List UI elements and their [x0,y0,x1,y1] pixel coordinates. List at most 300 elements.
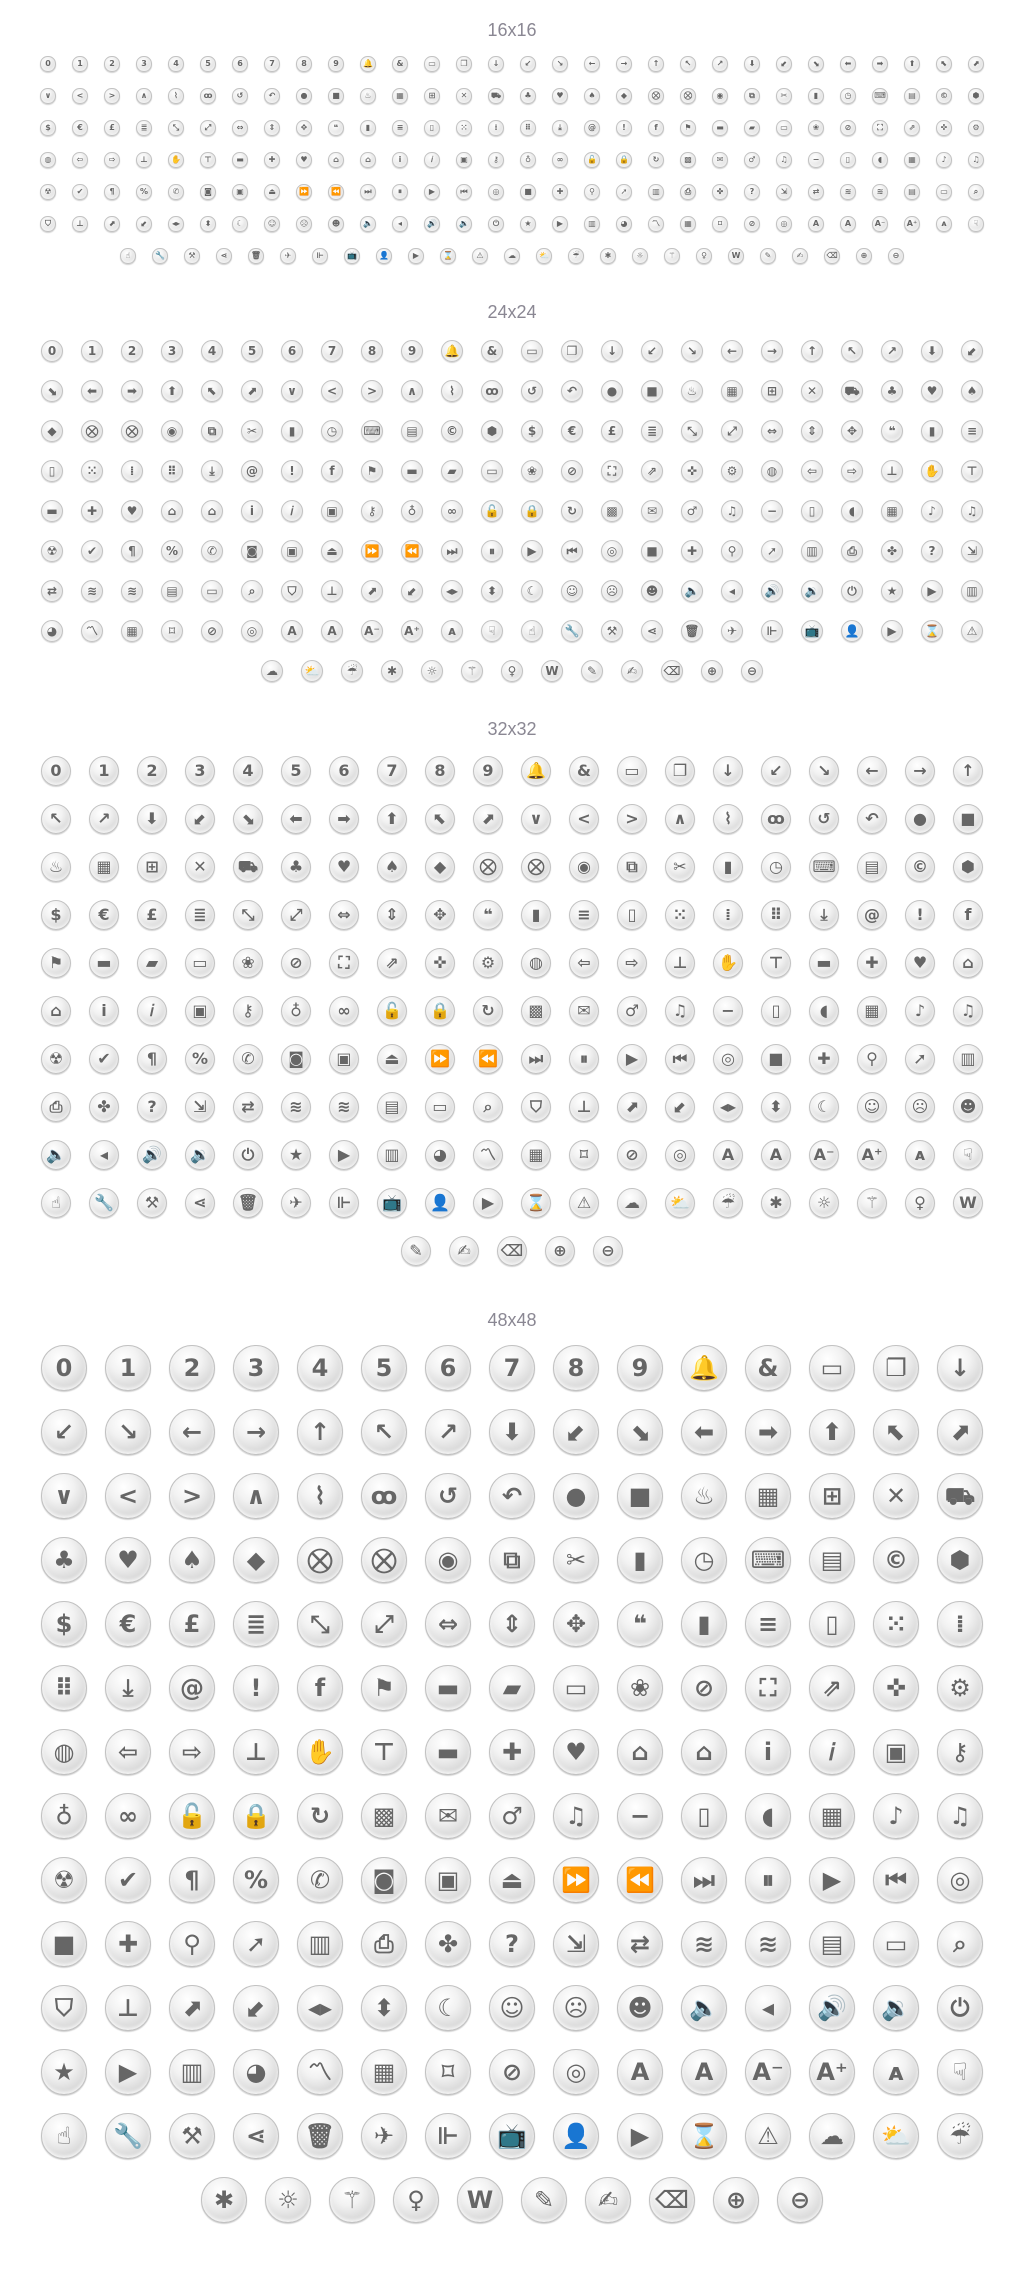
copy-icon: ⧉ [744,88,759,103]
mouse-icon: ◖ [745,1793,791,1839]
icon-cell [576,80,608,112]
icon-cell [912,571,952,611]
arrow-down-left-bold-icon: ⬋ [776,56,791,71]
icon-cell [176,747,224,795]
frown-icon: ☹ [296,216,311,231]
arrow-down-left-icon: ↙ [761,756,791,786]
icon-cell [800,1912,864,1976]
icon-cell [928,80,960,112]
icon-cell [944,891,992,939]
icon-cell [552,491,592,531]
folder-open-icon: ▰ [744,120,759,135]
zoom-out-icon: ⊖ [888,248,903,263]
icon-cell [128,208,160,240]
icon-cell [768,176,800,208]
play-icon: ▶ [424,184,439,199]
icon-cell [288,1464,352,1528]
pin-icon: ⚲ [169,1921,215,1967]
expand-diagonal-icon: ⬈ [361,580,384,603]
icon-cell [928,1400,992,1464]
club-icon: ♣ [281,852,311,882]
icon-cell [392,1227,440,1275]
icon-cell [176,1035,224,1083]
icon-cell [72,451,112,491]
icon-cell [928,1464,992,1528]
search-icon: ⌕ [241,580,264,603]
check-icon: ✔ [105,1857,151,1903]
power-icon: ⏻ [841,580,864,603]
font-decrease-icon: A⁻ [745,2049,791,2095]
arrow-down-bold-icon: ⬇ [489,1409,535,1455]
font-decrease-icon: A⁻ [872,216,887,231]
copy-icon: ⧉ [617,852,647,882]
icon-cell [112,571,152,611]
record-icon: ◎ [713,1044,743,1074]
icon-cell [352,112,384,144]
icon-cell [416,112,448,144]
vertical-resize-icon: ⇕ [377,900,407,930]
icon-cell [152,411,192,451]
icon-cell [416,747,464,795]
compass-icon: ⊘ [489,2049,535,2095]
play-icon: ▶ [521,540,544,563]
sign-in-icon: ⇦ [569,948,599,978]
icon-cell [544,1464,608,1528]
icon-cell [64,48,96,80]
skip-end-icon: ⏭ [441,540,464,563]
spade-icon: ♠ [377,852,407,882]
digit-1-icon: 1 [105,1345,151,1391]
icon-cell [128,176,160,208]
picture-icon: ▣ [281,540,304,563]
euro-icon: € [72,120,87,135]
gear-icon: ⚙ [937,1665,983,1711]
cloud-icon: ☁ [617,1188,647,1218]
icon-cell [608,939,656,987]
rss-alt-icon: ≋ [121,580,144,603]
icon-cell [152,371,192,411]
icon-cell [752,531,792,571]
puzzle-icon: ✤ [89,1092,119,1122]
arrow-down-left-icon: ↙ [520,56,535,71]
icon-cell [112,411,152,451]
tree-icon: ⊩ [312,248,327,263]
icon-cell [128,1131,176,1179]
arrow-up-right-icon: ↗ [712,56,727,71]
icon-cell [96,1464,160,1528]
volume-up-icon: 🔉 [185,1140,215,1170]
icon-cell [352,531,392,571]
box-icon: ⬢ [481,420,504,443]
icon-cell [232,411,272,451]
arrow-up-icon: ↑ [801,340,824,363]
question-icon: ? [921,540,944,563]
icon-cell [472,491,512,531]
radiation-icon: ☢ [41,540,64,563]
icon-cell [704,1035,752,1083]
plus-bold-icon: ✚ [809,1044,839,1074]
icon-cell [448,2168,512,2232]
icon-cell [312,571,352,611]
icon-cell [736,176,768,208]
icon-cell [416,208,448,240]
icon-cell [472,371,512,411]
table-icon: ⊞ [809,1473,855,1519]
icon-cell [608,2104,672,2168]
gamepad-icon: ✜ [873,1665,919,1711]
font-alt-icon: A [761,1140,791,1170]
icon-cell [656,939,704,987]
warning-icon: ⚠ [569,1188,599,1218]
icon-cell [288,1976,352,2040]
edit-icon: ✍ [792,248,807,263]
icon-cell [872,451,912,491]
home-alt-icon: ⌂ [41,996,71,1026]
eraser-icon: ⌫ [661,660,684,683]
icon-cell [176,843,224,891]
plus-bold-icon: ✚ [681,540,704,563]
icon-cell [128,939,176,987]
icon-cell [608,987,656,1035]
rain-icon: ☔ [341,660,364,683]
search-icon: ⌕ [937,1921,983,1967]
icon-cell [560,1083,608,1131]
icon-cell [896,176,928,208]
icon-cell [160,1592,224,1656]
icon-cell [432,531,472,571]
icon-cell [792,371,832,411]
icon-cell [672,208,704,240]
digit-0-icon: 0 [41,756,71,786]
paw-icon: ❀ [808,120,823,135]
expand-icon: ⤢ [721,420,744,443]
icon-cell [416,939,464,987]
icon-cell [952,411,992,451]
heart-outline-icon: ♥ [296,152,311,167]
tree-icon: ⊩ [761,620,784,643]
play-alt-icon: ▶ [105,2049,151,2095]
dots-bar-icon: ⁞ [937,1601,983,1647]
lock-icon: 🔒 [521,500,544,523]
icon-cell [752,939,800,987]
icon-cell [448,112,480,144]
stop-icon: ■ [761,1044,791,1074]
icon-cell [224,144,256,176]
arrow-right-icon: → [761,340,784,363]
icon-cell [232,371,272,411]
icon-cell [544,48,576,80]
cursor-icon: ➚ [616,184,631,199]
icon-cell [480,1656,544,1720]
icon-cell [928,48,960,80]
thumbs-up-icon: ☝ [521,620,544,643]
icon-cell [720,240,752,272]
speech-bubble-icon: ● [905,804,935,834]
chevron-right-icon: > [169,1473,215,1519]
fullscreen-icon: ⛶ [601,460,624,483]
icon-cell [800,1336,864,1400]
stop-icon: ■ [41,1921,87,1967]
voicemail-icon: ꝏ [200,88,215,103]
icon-cell [592,571,632,611]
play-icon: ▶ [809,1857,855,1903]
scissors-icon: ✂ [553,1537,599,1583]
icon-cell [432,411,472,451]
icon-cell [832,371,872,411]
at-icon: @ [584,120,599,135]
icon-cell [576,144,608,176]
copy-icon: ⧉ [201,420,224,443]
icon-cell [332,651,372,691]
icon-cell [128,747,176,795]
icon-cell [232,611,272,651]
icon-cell [576,2168,640,2232]
gamepad-icon: ✜ [936,120,951,135]
play-alt-icon: ▶ [329,1140,359,1170]
icon-cell [288,2040,352,2104]
volume-mute-icon: ◂ [392,216,407,231]
icon-cell [192,144,224,176]
club-icon: ♣ [41,1537,87,1583]
icon-cell [160,1784,224,1848]
icon-cell [472,611,512,651]
icon-cell [572,651,612,691]
icon-cell [800,80,832,112]
heart-outline-icon: ♥ [905,948,935,978]
icon-grid-16 [32,48,992,272]
chevron-down-icon: ∨ [40,88,55,103]
icon-cell [768,48,800,80]
lock-icon: 🔒 [425,996,455,1026]
monitor-icon: ▭ [201,580,224,603]
chevron-right-icon: > [361,380,384,403]
icon-cell [416,1528,480,1592]
icon-cell [800,1848,864,1912]
icon-cell [192,112,224,144]
airplane-icon: ✈ [280,248,295,263]
arrow-down-left-bold-icon: ⬋ [553,1409,599,1455]
digit-2-icon: 2 [137,756,167,786]
volume-high-icon: 🔊 [761,580,784,603]
minus-bar-icon: ▬ [41,500,64,523]
tray-icon: ▤ [401,420,424,443]
icon-cell [64,208,96,240]
exclamation-icon: ! [905,900,935,930]
icon-cell [864,1592,928,1656]
icon-cell [512,531,552,571]
icon-cell [656,843,704,891]
sign-out-icon: ⇨ [169,1729,215,1775]
video-icon: ▶ [617,2113,663,2159]
cart-icon: ⛒ [81,420,104,443]
icon-cell [896,144,928,176]
gear-icon: ⚙ [721,460,744,483]
trash-icon: 🗑 [233,1188,263,1218]
pause-icon: ⏸ [569,1044,599,1074]
compass-icon: ⊘ [744,216,759,231]
edit-icon: ✍ [449,1236,479,1266]
icon-cell [252,651,292,691]
icon-cell [816,240,848,272]
link-icon: ∞ [552,152,567,167]
icon-cell [416,987,464,1035]
heart-icon: ♥ [105,1537,151,1583]
volume-up-icon: 🔉 [801,580,824,603]
icon-cell [288,1720,352,1784]
music-notes-icon: ♫ [953,996,983,1026]
check-icon: ✔ [72,184,87,199]
document-lines-icon: ≡ [569,900,599,930]
icon-cell [352,144,384,176]
home-alt-icon: ⌂ [360,152,375,167]
close-icon: ✕ [185,852,215,882]
icon-cell [736,208,768,240]
icon-cell [704,112,736,144]
icon-cell [72,571,112,611]
icon-grid-24 [32,331,992,691]
icon-cell [480,1848,544,1912]
tag-icon: ⌑ [712,216,727,231]
icon-cell [864,2104,928,2168]
icon-cell [952,531,992,571]
volume-low-icon: 🔈 [681,580,704,603]
icon-cell [608,1848,672,1912]
refresh-icon: ↻ [561,500,584,523]
icon-cell [224,2104,288,2168]
edit-icon: ✍ [621,660,644,683]
icon-cell [272,891,320,939]
icon-cell [632,571,672,611]
section-title-24: 24x24 [487,302,537,322]
sun-icon: ☼ [809,1188,839,1218]
icon-cell [872,571,912,611]
power-icon: ⏻ [937,1985,983,2031]
digit-4-icon: 4 [297,1345,343,1391]
icon-cell [672,80,704,112]
icon-cell [192,331,232,371]
calculator-icon: ▦ [745,1473,791,1519]
icon-cell [864,1464,928,1528]
hand-icon: ✋ [168,152,183,167]
eraser-icon: ⌫ [824,248,839,263]
icon-cell [672,1976,736,2040]
window-icon: ▭ [617,756,647,786]
icon-cell [736,1400,800,1464]
digit-3-icon: 3 [233,1345,279,1391]
icon-cell [32,1784,96,1848]
icon-cell [32,843,80,891]
radiation-icon: ☢ [41,1044,71,1074]
icon-cell [632,451,672,491]
icon-cell [96,1592,160,1656]
shield-icon: ⛉ [521,1092,551,1122]
hierarchy-icon: ⊥ [569,1092,599,1122]
volume-high-icon: 🔊 [809,1985,855,2031]
icon-cell [960,176,992,208]
camera-icon: ◙ [361,1857,407,1903]
skip-end-icon: ⏭ [681,1857,727,1903]
icon-cell [944,843,992,891]
sun-icon: ☼ [632,248,647,263]
icon-cell [176,795,224,843]
icon-cell [224,939,272,987]
dots-chart-icon: ⁙ [81,460,104,483]
icon-cell [608,1179,656,1227]
icon-cell [612,651,652,691]
icon-cell [800,1656,864,1720]
external-link-icon: ⇗ [809,1665,855,1711]
icon-cell [864,144,896,176]
arrow-left-bold-icon: ⬅ [281,804,311,834]
icon-cell [528,240,560,272]
icon-cell [800,2104,864,2168]
at-icon: @ [241,460,264,483]
spade-icon: ♠ [961,380,984,403]
icon-cell [576,112,608,144]
icon-cell [472,531,512,571]
windows-icon: ❐ [456,56,471,71]
table-icon: ⊞ [424,88,439,103]
icon-cell [416,795,464,843]
icon-cell [736,2040,800,2104]
icon-cell [768,2168,832,2232]
rewind-icon: ⏪ [328,184,343,199]
lightbulb-icon: ♁ [520,152,535,167]
arrow-left-icon: ← [584,56,599,71]
icon-cell [320,144,352,176]
icon-cell [832,208,864,240]
laptop-icon: ⌨ [745,1537,791,1583]
icon-cell [320,795,368,843]
record-icon: ◎ [488,184,503,199]
icon-cell [256,2168,320,2232]
printer-icon: ⎙ [361,1921,407,1967]
arrow-right-bold-icon: ➡ [872,56,887,71]
dots-bar-icon: ⁞ [488,120,503,135]
icon-cell [288,48,320,80]
wrench-icon: 🔧 [152,248,167,263]
icon-cell [480,1720,544,1784]
icon-cell [320,48,352,80]
microphone-icon: ♫ [721,500,744,523]
record-icon: ◎ [601,540,624,563]
calculator-icon: ▦ [392,88,407,103]
arrow-left-bold-icon: ⬅ [81,380,104,403]
icon-cell [672,371,712,411]
icon-cell [272,795,320,843]
icon-cell [192,371,232,411]
icon-cell [752,411,792,451]
diamond-icon: ◆ [616,88,631,103]
icon-cell [232,451,272,491]
mail-icon: ✉ [425,1793,471,1839]
save-icon: ▤ [377,1092,407,1122]
icon-cell [608,1592,672,1656]
windows-icon: ❐ [665,756,695,786]
wrench-icon: 🔧 [561,620,584,643]
woman-icon: ♀ [696,248,711,263]
pencil-icon: ✎ [401,1236,431,1266]
hierarchy-icon: ⊥ [72,216,87,231]
icon-cell [752,987,800,1035]
paperclip-icon: ⌇ [713,804,743,834]
icon-cell [912,611,952,651]
icon-cell [416,1848,480,1912]
flag-icon: ⚑ [361,460,384,483]
icon-cell [128,795,176,843]
compass-icon: ⊘ [617,1140,647,1170]
zoom-in-icon: ⊕ [713,2177,759,2223]
